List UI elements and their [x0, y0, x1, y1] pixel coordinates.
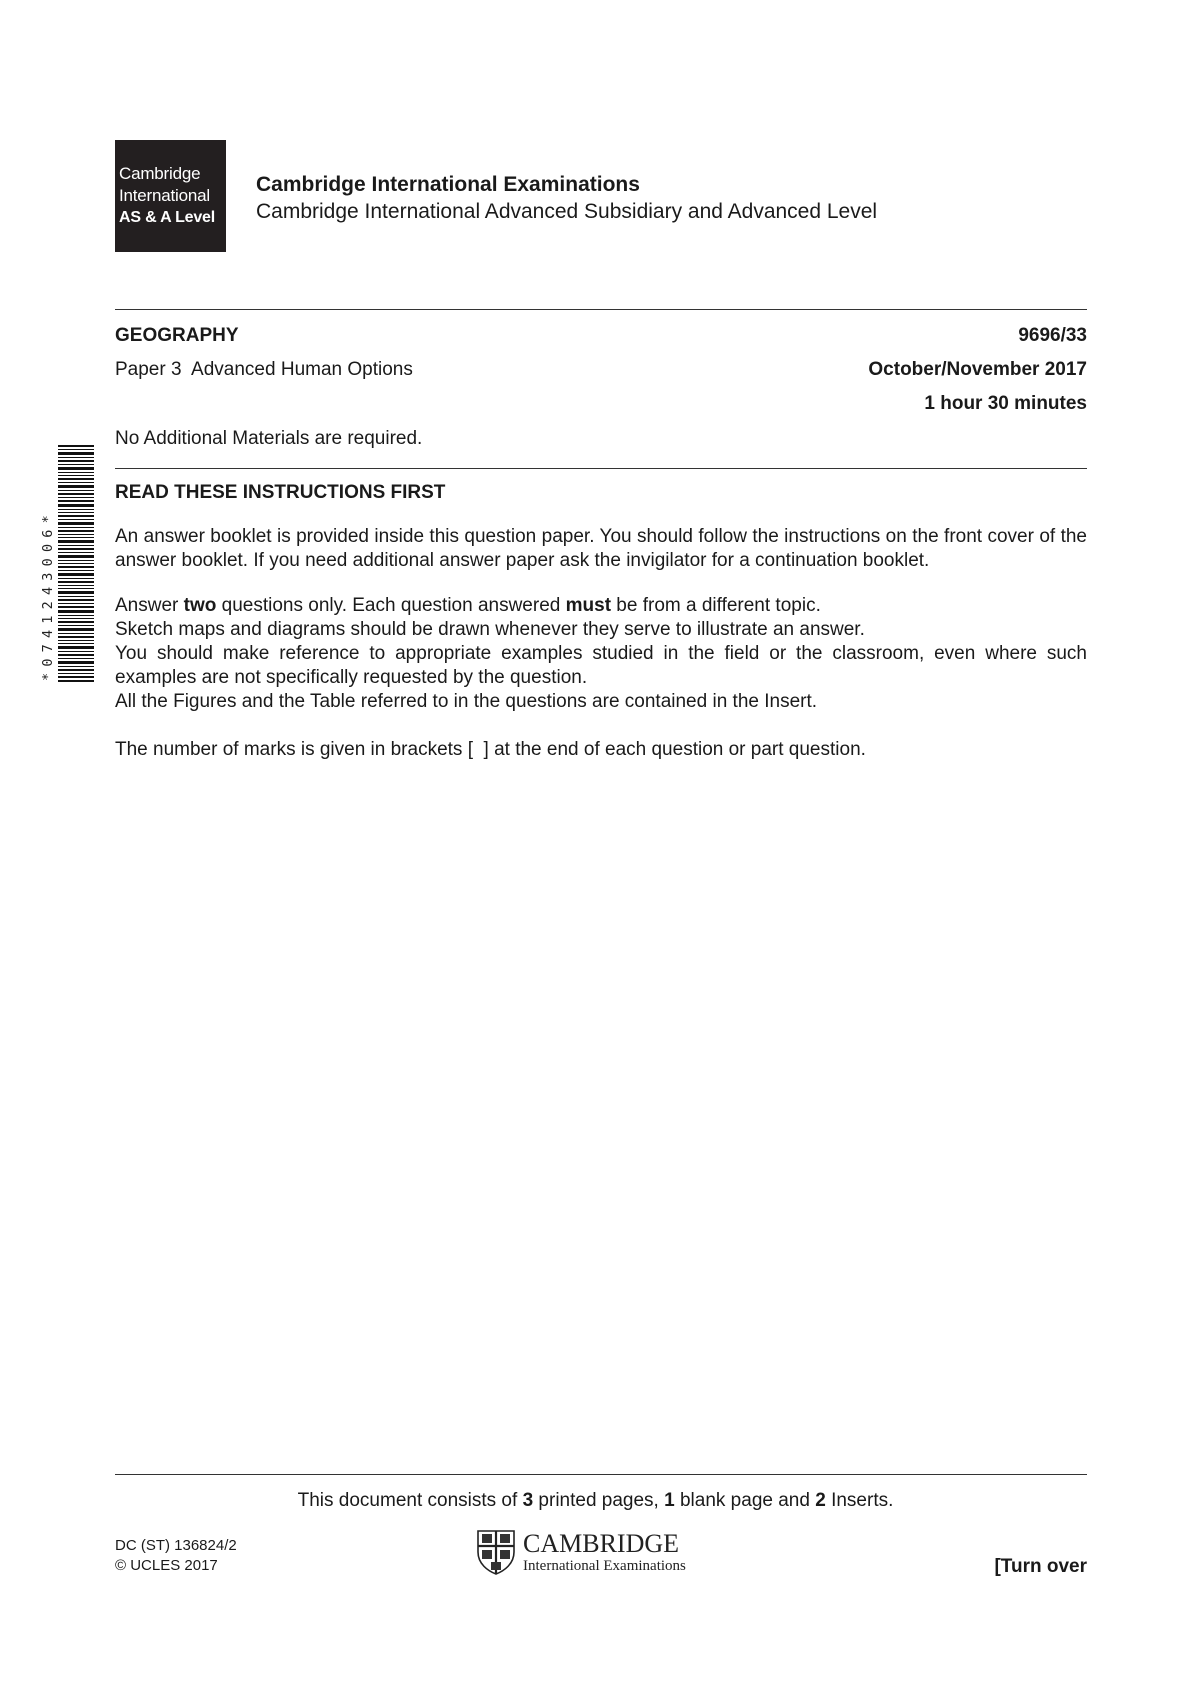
sketch-maps-line: Sketch maps and diagrams should be drawn whenever they serve to illustrate an answer. — [115, 619, 865, 640]
exam-session: October/November 2017 — [868, 359, 1087, 380]
cambridge-wordmark-sub: International Examinations — [523, 1558, 686, 1574]
header-divider — [115, 309, 1087, 310]
barcode — [40, 443, 96, 684]
examples-line: You should make reference to appropriate examples studied in the field or the classroom, even where such examples are not specifically requested by the question. — [115, 643, 1087, 688]
instructions-paragraph-1: An answer booklet is provided inside this question paper. You should follow the instructions on the front cover of the answer booklet. If you need additional answer paper ask the invigilator for a continuation booklet. — [115, 526, 1087, 571]
logo-line-1: Cambridge — [119, 164, 201, 183]
logo-line-2: International — [119, 186, 210, 205]
exam-board-title: Cambridge International Examinations — [256, 173, 640, 196]
answer-two-line: Answer two questions only. Each question answered must be from a different topic. — [115, 595, 821, 616]
instructions-heading: READ THESE INSTRUCTIONS FIRST — [115, 482, 446, 503]
instructions-paragraph-2 — [115, 594, 1087, 714]
marks-note: The number of marks is given in brackets [ ] at the end of each question or part question. — [115, 739, 866, 760]
document-reference — [115, 1536, 237, 1576]
copyright-notice: © UCLES 2017 — [115, 1557, 218, 1574]
barcode-number: *0741243006* — [40, 509, 56, 681]
cambridge-wordmark: CAMBRIDGE — [523, 1529, 680, 1558]
instructions-divider — [115, 468, 1087, 469]
paper-title: Paper 3 Advanced Human Options — [115, 359, 413, 380]
exam-duration: 1 hour 30 minutes — [924, 393, 1087, 414]
cambridge-crest-logo — [476, 1528, 716, 1576]
subject-name: GEOGRAPHY — [115, 325, 239, 346]
paper-code: 9696/33 — [1018, 325, 1087, 346]
dc-reference: DC (ST) 136824/2 — [115, 1537, 237, 1554]
qualification-title: Cambridge International Advanced Subsidiary and Advanced Level — [256, 200, 878, 223]
materials-note: No Additional Materials are required. — [115, 428, 423, 449]
insert-line: All the Figures and the Table referred to in the questions are contained in the Insert. — [115, 691, 818, 712]
footer-divider — [115, 1474, 1087, 1475]
cambridge-as-a-level-logo — [115, 140, 226, 252]
logo-line-3: AS & A Level — [119, 209, 215, 226]
page-count-note: This document consists of 3 printed pages, 1 blank page and 2 Inserts. — [297, 1490, 894, 1511]
turn-over-label: [Turn over — [994, 1556, 1087, 1577]
